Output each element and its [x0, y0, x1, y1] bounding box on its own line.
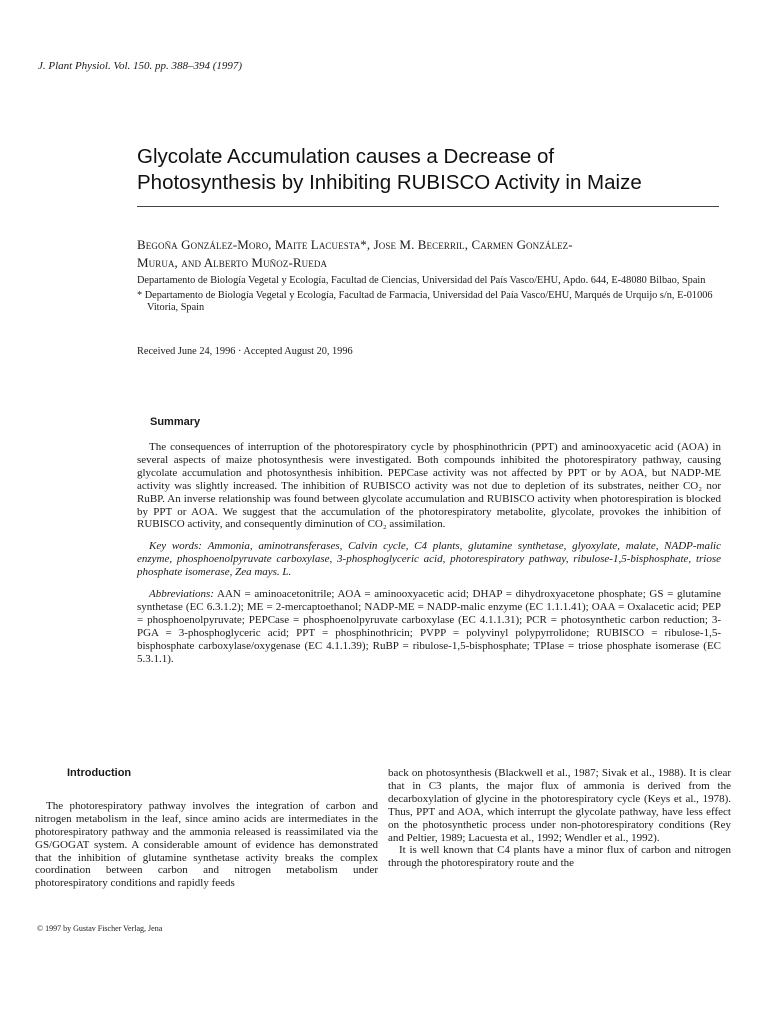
- left-column: [35, 767, 378, 890]
- abbreviations-label: Abbreviations:: [149, 588, 214, 601]
- introduction-paragraph-2: back on photosynthesis (Blackwell et al., 1987; Sivak et al., 1988). It is clear that in C3 plants, the major flux of ammonia is derived from the decarboxylation of glycine in the photorespiratory cycle (Keys et al., 1978). Thus, PPT and AOA, which interrupt the glycolate pathway, have less effect on the photosynthetic process under non-photorespiratory conditions (Rey and Peltier, 1989; Lacuesta et al., 1992; Wendler et al., 1992).: [388, 767, 731, 844]
- journal-reference: J. Plant Physiol. Vol. 150. pp. 388–394 (1997): [38, 60, 243, 72]
- article-title-line-1: Glycolate Accumulation causes a Decrease of: [137, 145, 555, 168]
- abbreviations-text: AAN = aminoacetonitrile; AOA = aminooxyacetic acid; DHAP = dihydroxyacetone phosphate; GS = glutamine synthetase (EC 6.3.1.2); ME = 2-mercaptoethanol; NADP-ME = NADP-malic enzyme (EC 1.1.1.41); OAA = Oxalacetic acid; PEP = phosphoenolpyruvate; PEPCase = phosphoenolpyruvate carboxylase (EC 4.1.1.31); PCR = photosynthetic carbon reduction; 3-PGA = 3-phosphoglyceric acid; PPT = phosphinothricin; PVPP = polyvinyl polypyrrolidone; RUBISCO = ribulose-1,5-bisphosphate carboxylase/oxygenase (EC 4.1.1.39); RuBP = ribulose-1,5-bisphosphate; TPIase = triose phosphate isomerase (EC 5.3.1.1).: [137, 588, 721, 665]
- title-divider: [137, 206, 719, 207]
- copyright-notice: © 1997 by Gustav Fischer Verlag, Jena: [37, 924, 163, 933]
- introduction-paragraph-3: It is well known that C4 plants have a minor flux of carbon and nitrogen through the photorespiratory route and the: [388, 844, 731, 870]
- author-line-1: Begoña González-Moro, Maite Lacuesta*, Jose M. Becerril, Carmen González-: [137, 237, 573, 252]
- affiliations: [137, 275, 722, 317]
- introduction-paragraph-1: The photorespiratory pathway involves the integration of carbon and nitrogen metabolism in the leaf, since amino acids are intermediates in the photorespiratory pathway and the ammonia released is reassimilated via the GS/GOGAT system. A considerable amount of evidence has demonstrated that the inhibition of glutamine synthetase activity breaks the complex coordination between carbon and nitrogen metabolism under photorespiratory conditions and rapidly feeds: [35, 799, 378, 890]
- affiliation-primary: Departamento de Biología Vegetal y Ecología, Facultad de Ciencias, Universidad del País Vasco/EHU, Apdo. 644, E-48080 Bilbao, Spain: [137, 275, 706, 286]
- article-title: [137, 144, 737, 196]
- summary-heading: Summary: [150, 416, 201, 428]
- summary-section: [137, 441, 721, 675]
- abbreviations-paragraph: [137, 588, 721, 665]
- keywords-paragraph: [137, 540, 721, 579]
- received-dates: Received June 24, 1996 · Accepted August 20, 1996: [137, 346, 353, 357]
- author-list: [137, 236, 722, 272]
- author-line-2: Murua, and Alberto Muñoz-Rueda: [137, 255, 328, 270]
- summary-paragraph: The consequences of interruption of the photorespiratory cycle by phosphinothricin (PPT) and aminooxyacetic acid (AOA) in several aspects of maize photosynthesis were investigated. Both compounds inhibited the photorespiratory pathway, causing glycolate accumulation and photosynthesis inhibition. PEPCase activity was not affected by PPT or by AOA, but NADP-ME activity was slightly increased. The inhibition of RUBISCO activity was not due to depletion of its substrates, neither CO₂ nor RuBP. An inverse relationship was found between glycolate accumulation and RUBISCO activity when photorespiration is blocked by PPT or AOA. We suggest that the accumulation of the photorespiratory metabolite, glycolate, provokes the inhibition of RUBISCO activity, and consequently diminution of CO₂ assimilation.: [137, 441, 721, 531]
- keywords-text: Ammonia, aminotransferases, Calvin cycle, C4 plants, glutamine synthetase, glyoxylate, malate, NADP-malic enzyme, phosphoenolpyruvate carboxylase, 3-phosphoglyceric acid, photorespiratory pathway, ribulose-1,5-bisphosphate, triose phosphate isomerase, Zea mays. L.: [137, 540, 721, 579]
- keywords-label: Key words:: [149, 540, 202, 553]
- affiliation-secondary: * Departamento de Biología Vegetal y Ecología, Facultad de Farmacia, Universidad del Paía Vasco/EHU, Marqués de Urquijo s/n, E-01006 Vitoria, Spain: [137, 289, 713, 314]
- right-column: [388, 767, 731, 870]
- introduction-heading: Introduction: [67, 767, 132, 779]
- article-title-line-2: Photosynthesis by Inhibiting RUBISCO Activity in Maize: [137, 171, 642, 194]
